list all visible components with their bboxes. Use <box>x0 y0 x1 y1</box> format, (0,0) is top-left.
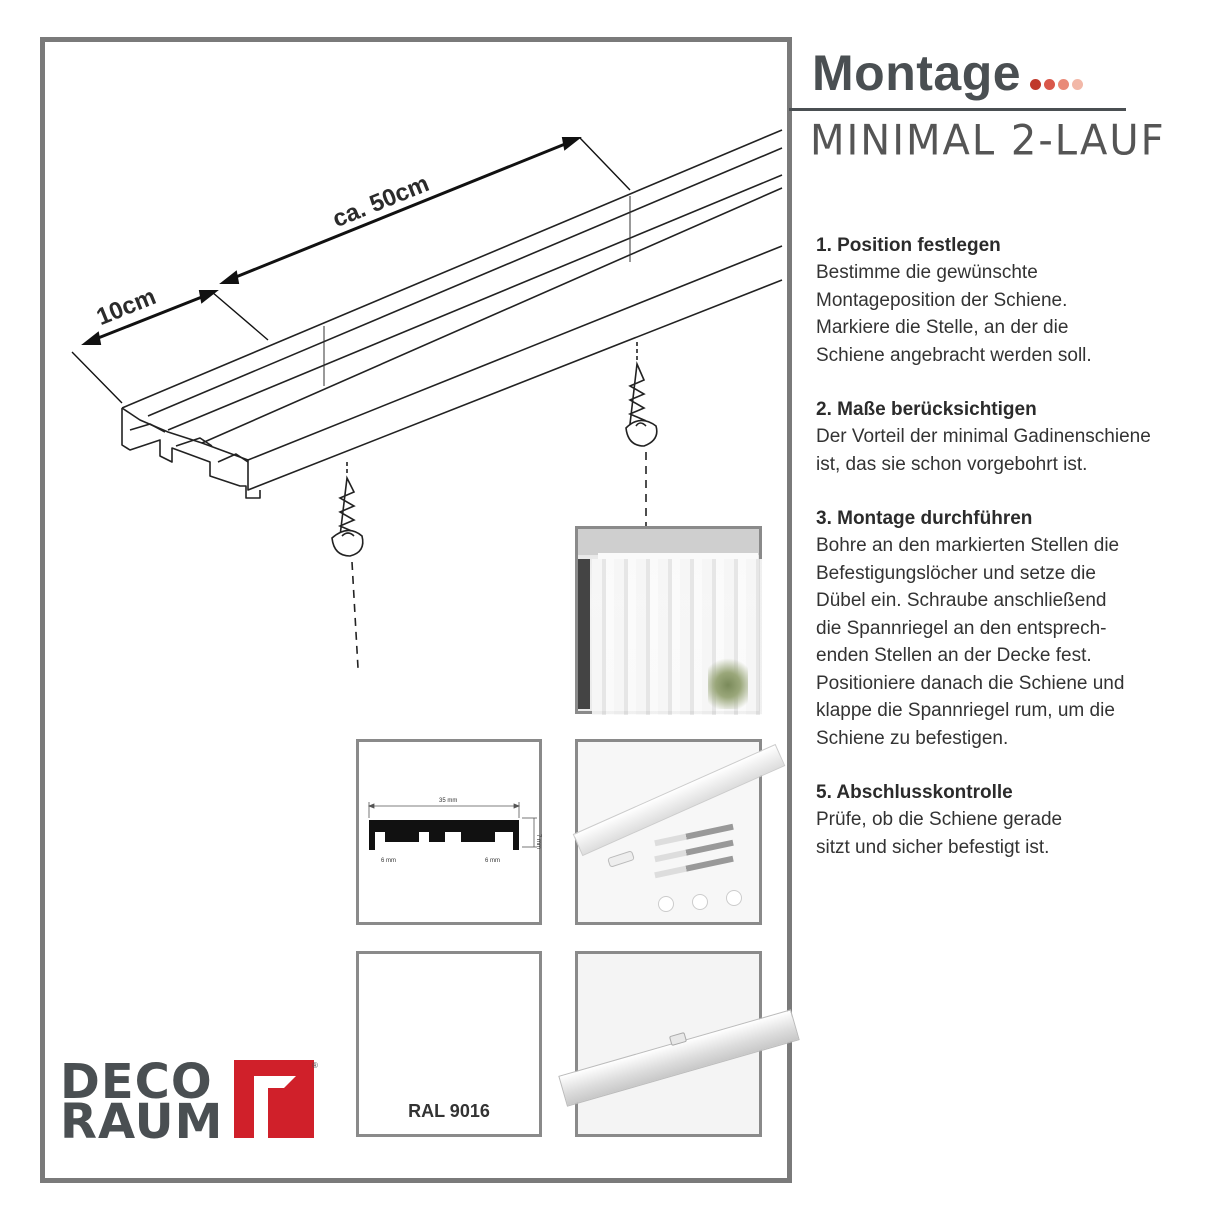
screw-left <box>332 462 363 668</box>
dimension-label-long: ca. 50cm <box>328 170 433 234</box>
logo-line-2: RAUM <box>60 1094 224 1150</box>
step-heading: 3. Montage durchführen <box>816 508 1033 529</box>
parts-photo <box>575 739 762 925</box>
dot-2 <box>1044 79 1055 90</box>
dot-1 <box>1030 79 1041 90</box>
curtain-photo <box>575 526 762 714</box>
profile-left-label: 6 mm <box>381 858 396 864</box>
step-3 <box>816 505 1196 752</box>
step-body: Prüfe, ob die Schiene gerade sitzt und sicher befestigt ist. <box>816 809 1063 858</box>
profile-width-label: 35 mm <box>439 798 458 804</box>
rail-closeup-photo <box>575 951 762 1137</box>
color-label: RAL 9016 <box>408 1101 490 1121</box>
step-body: Der Vorteil der minimal Gadinenschiene ist, das sie schon vorgebohrt ist. <box>816 426 1151 475</box>
instruction-steps <box>816 232 1196 888</box>
title-divider <box>789 108 1126 111</box>
profile-right-label: 6 mm <box>485 858 500 864</box>
step-1 <box>816 232 1196 369</box>
page-subtitle: MINIMAL 2-LAUF <box>810 116 1166 166</box>
dot-4 <box>1072 79 1083 90</box>
dot-3 <box>1058 79 1069 90</box>
profile-drawing <box>359 742 539 922</box>
screw-right <box>626 342 657 526</box>
step-heading: 1. Position festlegen <box>816 235 1001 256</box>
logo-mark <box>234 1060 318 1140</box>
logo-line-1: DECO <box>60 1054 213 1110</box>
color-panel <box>356 951 542 1137</box>
profile-drawing-panel <box>356 739 542 925</box>
page-title: Montage <box>812 45 1022 101</box>
step-2 <box>816 396 1196 478</box>
step-body: Bestimme die gewünschte Montageposition der Schiene. Markiere die Stelle, an der die Schiene angebracht werden soll. <box>816 262 1092 366</box>
step-5 <box>816 779 1196 861</box>
step-heading: 5. Abschlusskontrolle <box>816 782 1013 803</box>
registered-mark: ® <box>312 1061 318 1070</box>
step-body: Bohre an den markierten Stellen die Befestigungslöcher und setze die Dübel ein. Schraube anschließend die Spannriegel an den entsprech- enden Stellen an der Decke fest. Positioniere danach die Schiene und klappe die Spannriegel rum, um die Schiene zu befestigen. <box>816 535 1125 749</box>
step-heading: 2. Maße berücksichtigen <box>816 399 1037 420</box>
profile-height-label: 7 mm <box>535 834 541 849</box>
dimension-label-short: 10cm <box>92 283 160 332</box>
